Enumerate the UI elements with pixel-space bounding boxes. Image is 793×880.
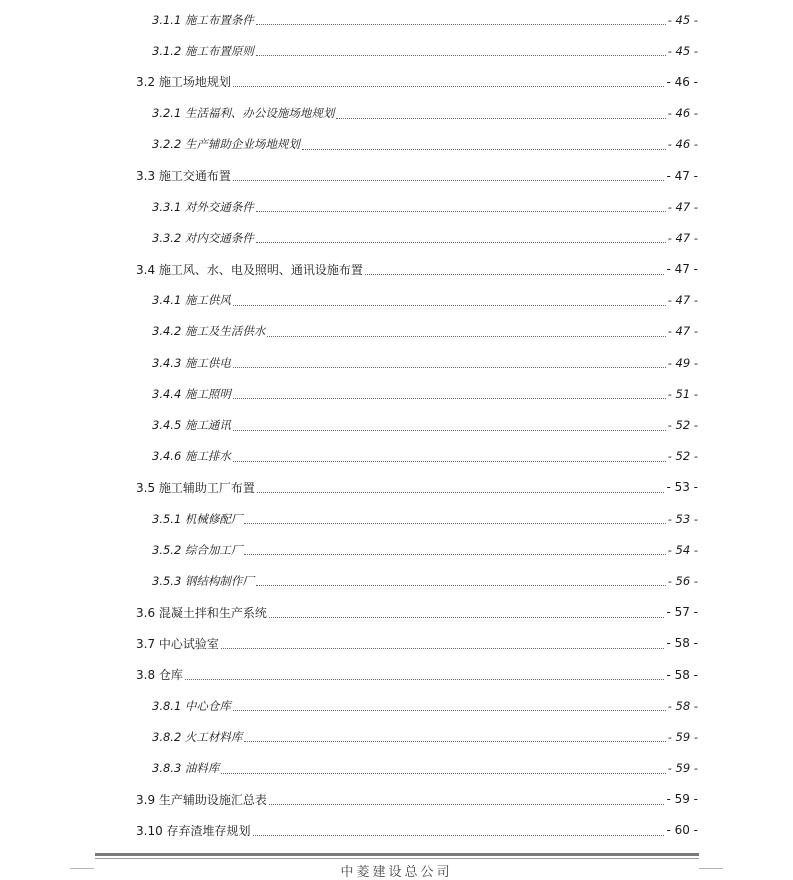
toc-entry[interactable] [0, 409, 793, 440]
toc-dot-leader [302, 149, 666, 150]
toc-dot-leader [256, 211, 666, 212]
toc-entry-title: 3.1.2 施工布置原则 [152, 43, 254, 58]
toc-entry-page-number: - 45 - [667, 12, 698, 27]
toc-dot-leader [233, 367, 666, 368]
toc-entry-page-number: - 47 - [666, 168, 698, 183]
toc-dot-leader [256, 585, 666, 586]
toc-entry-page-number: - 46 - [667, 137, 698, 152]
toc-dot-leader [257, 492, 665, 493]
toc-entry-page-number: - 45 - [667, 43, 698, 58]
footer-divider-thick [95, 853, 699, 856]
toc-entry[interactable] [0, 784, 793, 815]
toc-entry[interactable] [0, 66, 793, 97]
toc-entry-title: 3.1.1 施工布置条件 [152, 12, 254, 27]
toc-entry-page-number: - 58 - [667, 698, 698, 713]
toc-entry-page-number: - 59 - [667, 761, 698, 776]
toc-entry-title: 3.8.2 火工材料库 [152, 729, 243, 744]
toc-entry-title: 3.2 施工场地规划 [136, 75, 231, 90]
toc-dot-leader [244, 554, 665, 555]
toc-entry-page-number: - 51 - [667, 386, 698, 401]
table-of-contents [0, 4, 793, 846]
toc-entry-title: 3.8.1 中心仓库 [152, 698, 231, 713]
toc-dot-leader [365, 274, 665, 275]
toc-entry[interactable] [0, 721, 793, 752]
toc-entry[interactable] [0, 659, 793, 690]
toc-entry-page-number: - 47 - [666, 262, 698, 277]
toc-dot-leader [244, 741, 665, 742]
toc-entry[interactable] [0, 191, 793, 222]
toc-dot-leader [256, 55, 666, 56]
toc-entry-title: 3.4.2 施工及生活供水 [152, 324, 266, 339]
toc-entry-title: 3.4.6 施工排水 [152, 449, 231, 464]
toc-entry[interactable] [0, 347, 793, 378]
toc-entry-page-number: - 53 - [666, 480, 698, 495]
toc-entry[interactable] [0, 565, 793, 596]
toc-entry-title: 3.4.1 施工供风 [152, 293, 231, 308]
toc-dot-leader [253, 835, 665, 836]
toc-dot-leader [256, 242, 666, 243]
footer-company-name: 中菱建设总公司 [340, 865, 453, 880]
toc-entry-title: 3.9 生产辅助设施汇总表 [136, 792, 267, 807]
toc-dot-leader [256, 24, 666, 25]
toc-entry-title: 3.3.2 对内交通条件 [152, 230, 254, 245]
toc-entry[interactable] [0, 534, 793, 565]
toc-entry[interactable] [0, 160, 793, 191]
toc-entry-page-number: - 57 - [666, 605, 698, 620]
toc-dot-leader [185, 679, 665, 680]
toc-entry-page-number: - 52 - [667, 449, 698, 464]
toc-dot-leader [233, 305, 666, 306]
toc-entry-page-number: - 58 - [666, 636, 698, 651]
toc-entry-page-number: - 56 - [667, 573, 698, 588]
footer-divider-thin [95, 858, 699, 859]
toc-dot-leader [221, 773, 665, 774]
toc-entry[interactable] [0, 35, 793, 66]
toc-entry[interactable] [0, 285, 793, 316]
toc-entry[interactable] [0, 316, 793, 347]
toc-dot-leader [336, 118, 665, 119]
toc-entry[interactable] [0, 503, 793, 534]
toc-entry[interactable] [0, 753, 793, 784]
toc-entry[interactable] [0, 254, 793, 285]
toc-entry-title: 3.4 施工风、水、电及照明、通讯设施布置 [136, 262, 363, 277]
toc-entry-page-number: - 49 - [667, 355, 698, 370]
toc-entry[interactable] [0, 628, 793, 659]
toc-entry-title: 3.4.3 施工供电 [152, 355, 231, 370]
toc-entry[interactable] [0, 441, 793, 472]
toc-entry-page-number: - 47 - [667, 324, 698, 339]
toc-dot-leader [269, 617, 665, 618]
toc-dot-leader [233, 461, 666, 462]
toc-entry-page-number: - 47 - [667, 199, 698, 214]
toc-dot-leader [221, 648, 665, 649]
toc-entry[interactable] [0, 222, 793, 253]
toc-dot-leader [233, 398, 666, 399]
toc-entry[interactable] [0, 98, 793, 129]
toc-entry-title: 3.8.3 油料库 [152, 761, 220, 776]
toc-entry-title: 3.3.1 对外交通条件 [152, 199, 254, 214]
toc-entry-page-number: - 58 - [666, 667, 698, 682]
toc-entry[interactable] [0, 815, 793, 846]
toc-entry-title: 3.3 施工交通布置 [136, 169, 231, 184]
toc-dot-leader [233, 86, 665, 87]
toc-dot-leader [267, 336, 665, 337]
toc-dot-leader [233, 180, 665, 181]
toc-entry-title: 3.5.3 钢结构制作厂 [152, 573, 254, 588]
toc-entry[interactable] [0, 4, 793, 35]
toc-dot-leader [233, 710, 666, 711]
toc-entry-title: 3.4.4 施工照明 [152, 386, 231, 401]
toc-entry-title: 3.2.2 生产辅助企业场地规划 [152, 137, 300, 152]
toc-entry-title: 3.5.1 机械修配厂 [152, 511, 243, 526]
toc-entry-title: 3.8 仓库 [136, 668, 183, 683]
toc-entry-title: 3.4.5 施工通讯 [152, 418, 231, 433]
toc-entry-title: 3.7 中心试验室 [136, 636, 219, 651]
toc-dot-leader [244, 523, 665, 524]
toc-entry-page-number: - 47 - [667, 293, 698, 308]
toc-entry-page-number: - 54 - [667, 542, 698, 557]
toc-dot-leader [233, 430, 666, 431]
toc-dot-leader [269, 804, 665, 805]
toc-entry-page-number: - 53 - [667, 511, 698, 526]
toc-entry-title: 3.10 存弃渣堆存规划 [136, 823, 251, 838]
toc-entry-page-number: - 52 - [667, 418, 698, 433]
toc-entry[interactable] [0, 690, 793, 721]
toc-entry-page-number: - 60 - [666, 823, 698, 838]
toc-entry-page-number: - 59 - [666, 792, 698, 807]
toc-entry[interactable] [0, 378, 793, 409]
toc-entry[interactable] [0, 472, 793, 503]
toc-entry-title: 3.5.2 综合加工厂 [152, 542, 243, 557]
toc-entry-title: 3.5 施工辅助工厂布置 [136, 480, 255, 495]
toc-entry[interactable] [0, 597, 793, 628]
toc-entry-title: 3.6 混凝土拌和生产系统 [136, 605, 267, 620]
toc-entry-title: 3.2.1 生活福利、办公设施场地规划 [152, 106, 335, 121]
toc-entry-page-number: - 46 - [667, 106, 698, 121]
toc-entry-page-number: - 47 - [667, 230, 698, 245]
toc-entry-page-number: - 59 - [667, 729, 698, 744]
toc-entry[interactable] [0, 129, 793, 160]
toc-entry-page-number: - 46 - [666, 74, 698, 89]
